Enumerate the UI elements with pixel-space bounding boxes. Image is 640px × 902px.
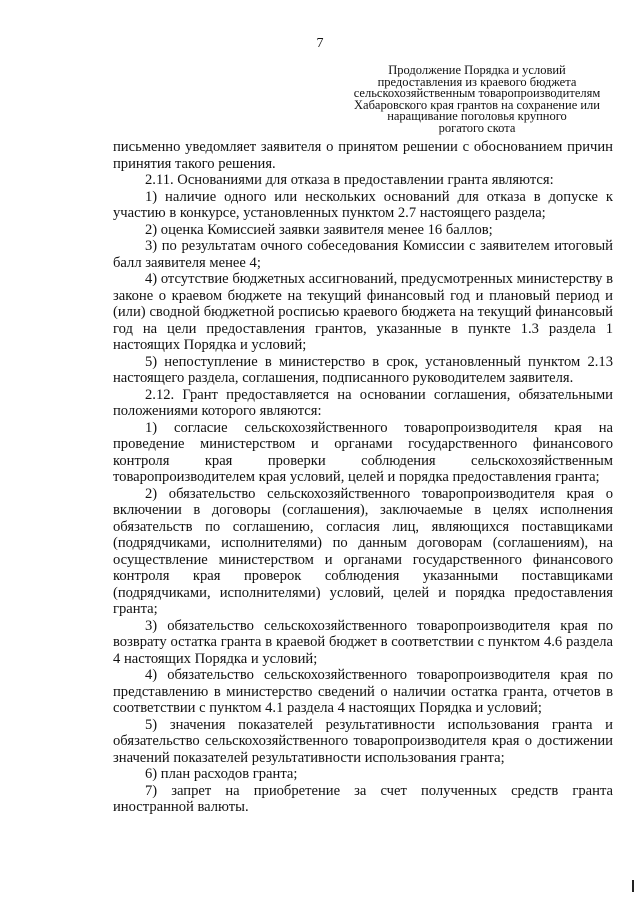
paragraph: 1) согласие сельскохозяйственного товаропроизводителя края на проведение министерством и органами государственного финансового контроля края проверки соблюдения сельскохозяйственным товаропроизводителем края условий, целей и порядка предоставления гранта; — [113, 419, 613, 485]
paragraph: 6) план расходов гранта; — [145, 766, 298, 782]
header-line: Продолжение Порядка и условий — [388, 63, 566, 77]
header-line: Хабаровского края грантов на сохранение или — [354, 97, 600, 112]
header-line: предоставления из краевого бюджета — [377, 74, 577, 89]
page-number: 7 — [316, 36, 324, 51]
paragraph: 5) непоступление в министерство в срок, установленный пунктом 2.13 настоящего раздела, соглашения, подписанного руководителем заявителя. — [113, 353, 613, 386]
paragraph: 7) запрет на приобретение за счет полученных средств гранта иностранной валюты. — [113, 782, 613, 815]
header-line: сельскохозяйственным товаропроизводителям — [353, 86, 601, 101]
paragraph: 2.12. Грант предоставляется на основании соглашения, обязательными положениями которого являются: — [113, 386, 613, 419]
paragraph: 2.11. Основаниями для отказа в предоставлении гранта являются: — [145, 172, 554, 188]
scan-edge-mark — [632, 880, 634, 892]
header-line: рогатого скота — [438, 120, 516, 135]
paragraph: 1) наличие одного или нескольких оснований для отказа в допуске к участию в конкурсе, установленных пунктом 2.7 настоящего раздела; — [113, 188, 613, 221]
paragraph: письменно уведомляет заявителя о принятом решении с обоснованием причин принятия такого решения. — [113, 139, 613, 172]
paragraph: 4) отсутствие бюджетных ассигнований, предусмотренных министерству в законе о краевом бюджете на текущий финансовый год и плановый период и (или) сводной бюджетной росписью краевого бюджета на текущий финансовый год на цели предоставления грантов, указанные в пункте 1.3 раздела 1 настоящих Порядка и условий; — [113, 271, 613, 353]
document-body — [113, 139, 613, 816]
paragraph: 3) по результатам очного собеседования Комиссии с заявителем итоговый балл заявителя менее 4; — [113, 238, 613, 271]
document-header — [352, 65, 602, 135]
header-line: наращивание поголовья крупного — [387, 109, 567, 124]
paragraph: 5) значения показателей результативности использования гранта и обязательство сельскохозяйственного товаропроизводителя края о достижении значений показателей результативности использования гранта; — [113, 716, 613, 766]
paragraph: 2) оценка Комиссией заявки заявителя менее 16 баллов; — [145, 221, 493, 238]
paragraph: 2) обязательство сельскохозяйственного товаропроизводителя края о включении в договоры (соглашения), заключаемые в целях исполнения обязательств по соглашению, согласия лиц, являющихся поставщиками (подрядчиками, исполнителями) по данным договорам (соглашениям), на осуществление министерством и органами государственного финансового контроля края проверок соблюдения указанными поставщиками (подрядчиками, исполнителями) условий, целей и порядка предоставления гранта; — [113, 485, 613, 617]
paragraph: 3) обязательство сельскохозяйственного товаропроизводителя края по возврату остатка гранта в краевой бюджет в соответствии с пунктом 4.6 раздела 4 настоящих Порядка и условий; — [113, 617, 613, 667]
paragraph: 4) обязательство сельскохозяйственного товаропроизводителя края по представлению в министерство сведений о наличии остатка гранта, отчетов в соответствии с пунктом 4.1 раздела 4 настоящих Порядка и условий; — [113, 667, 613, 716]
